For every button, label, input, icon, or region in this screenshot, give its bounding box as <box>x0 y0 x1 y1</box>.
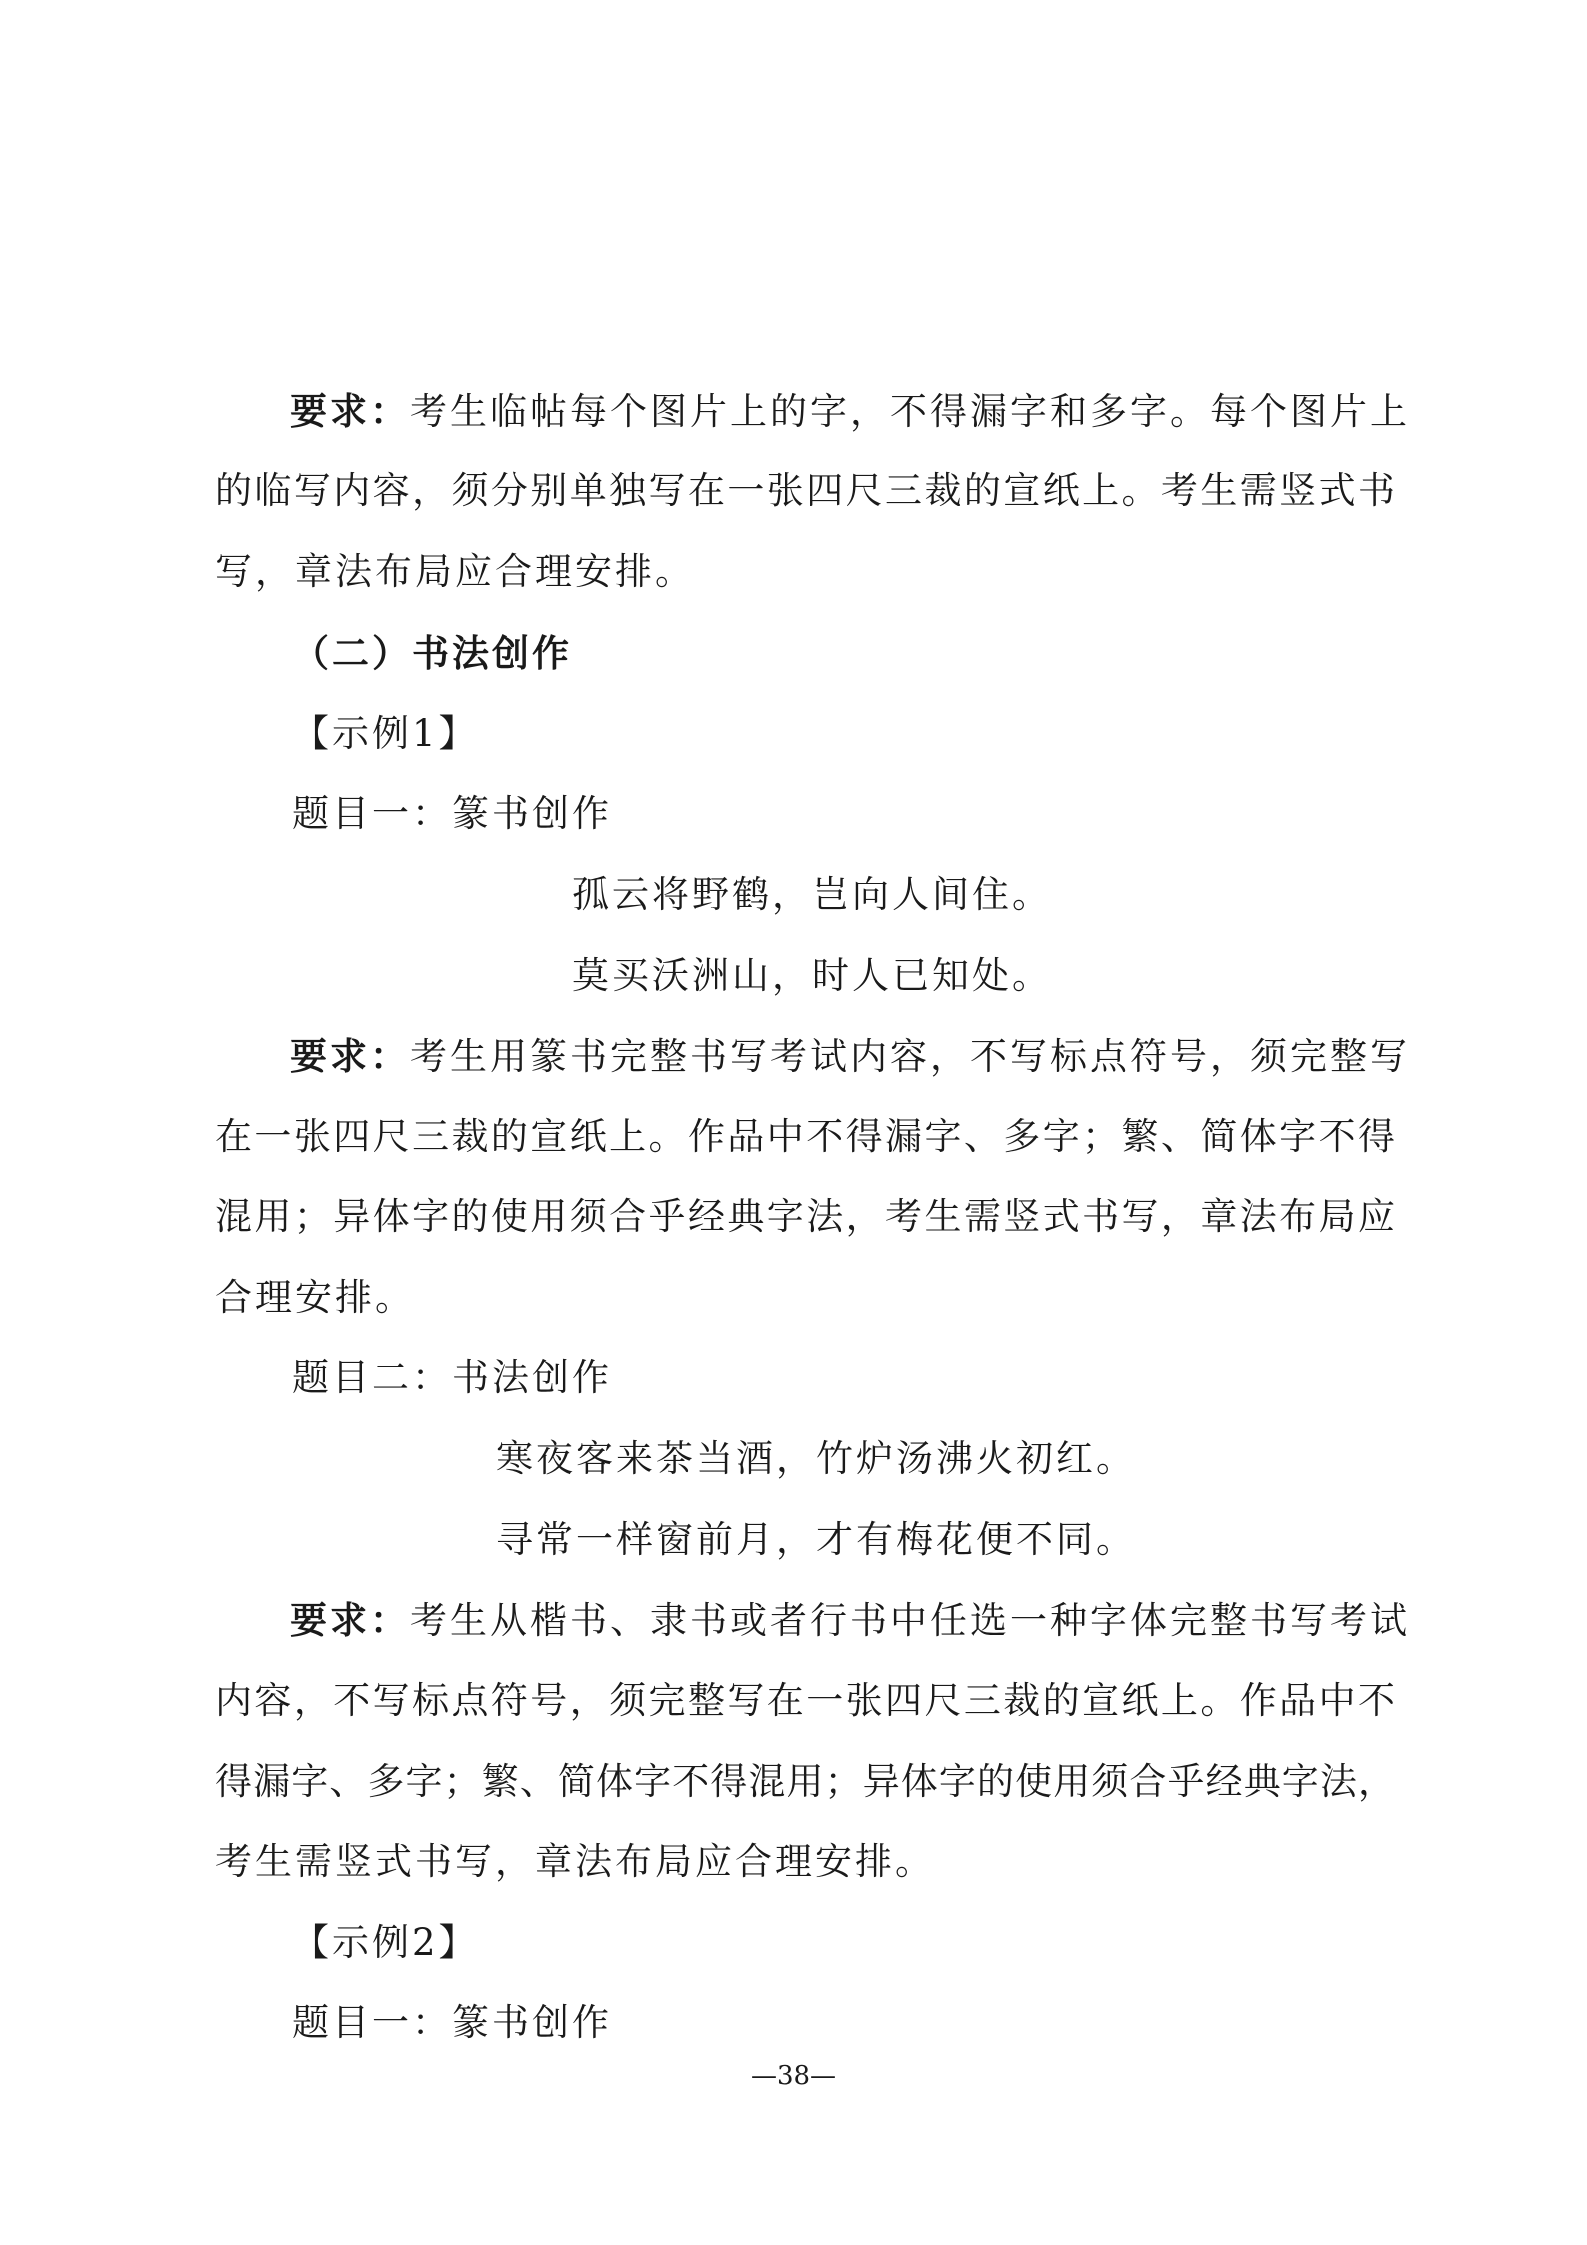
example-2-label: 【示例2】 <box>292 1921 479 1964</box>
requirement-3-line-2: 内容，不写标点符号，须完整写在一张四尺三裁的宣纸上。作品中不 <box>215 1679 1395 1722</box>
requirement-2-line-4: 合理安排。 <box>215 1276 415 1319</box>
requirement-3-line-4: 考生需竖式书写，章法布局应合理安排。 <box>215 1840 935 1883</box>
page-number: —38— <box>750 2061 837 2091</box>
poem-2-line-2: 寻常一样窗前月，才有梅花便不同。 <box>496 1518 1136 1561</box>
poem-2-line-1: 寒夜客来茶当酒，竹炉汤沸火初红。 <box>496 1437 1136 1480</box>
requirement-text: 考生从楷书、隶书或者行书中任选一种字体完整书写考试 <box>410 1599 1410 1642</box>
requirement-label: 要求： <box>290 1598 410 1642</box>
requirement-2-line-1 <box>290 1030 1410 1083</box>
section-heading: （二）书法创作 <box>292 631 572 675</box>
requirement-2-line-3: 混用；异体字的使用须合乎经典字法，考生需竖式书写，章法布局应 <box>215 1195 1395 1238</box>
topic-1-title: 题目一：篆书创作 <box>292 792 612 835</box>
requirement-1-line-1 <box>290 385 1410 438</box>
topic-3-title: 题目一：篆书创作 <box>292 2001 612 2044</box>
requirement-3-line-3: 得漏字、多字；繁、简体字不得混用；异体字的使用须合乎经典字法， <box>215 1760 1395 1803</box>
example-1-label: 【示例1】 <box>292 712 479 755</box>
topic-2-title: 题目二：书法创作 <box>292 1356 612 1399</box>
requirement-2-line-2: 在一张四尺三裁的宣纸上。作品中不得漏字、多字；繁、简体字不得 <box>215 1115 1395 1158</box>
requirement-label: 要求： <box>290 1034 410 1078</box>
requirement-1-line-2: 的临写内容，须分别单独写在一张四尺三裁的宣纸上。考生需竖式书 <box>215 469 1395 512</box>
requirement-text: 考生临帖每个图片上的字，不得漏字和多字。每个图片上 <box>410 390 1410 433</box>
requirement-1-line-3: 写，章法布局应合理安排。 <box>215 550 695 593</box>
requirement-label: 要求： <box>290 389 410 433</box>
poem-1-line-2: 莫买沃洲山，时人已知处。 <box>572 954 1052 997</box>
requirement-text: 考生用篆书完整书写考试内容，不写标点符号，须完整写 <box>410 1035 1410 1078</box>
requirement-3-line-1 <box>290 1594 1410 1647</box>
poem-1-line-1: 孤云将野鹤，岂向人间住。 <box>572 873 1052 916</box>
